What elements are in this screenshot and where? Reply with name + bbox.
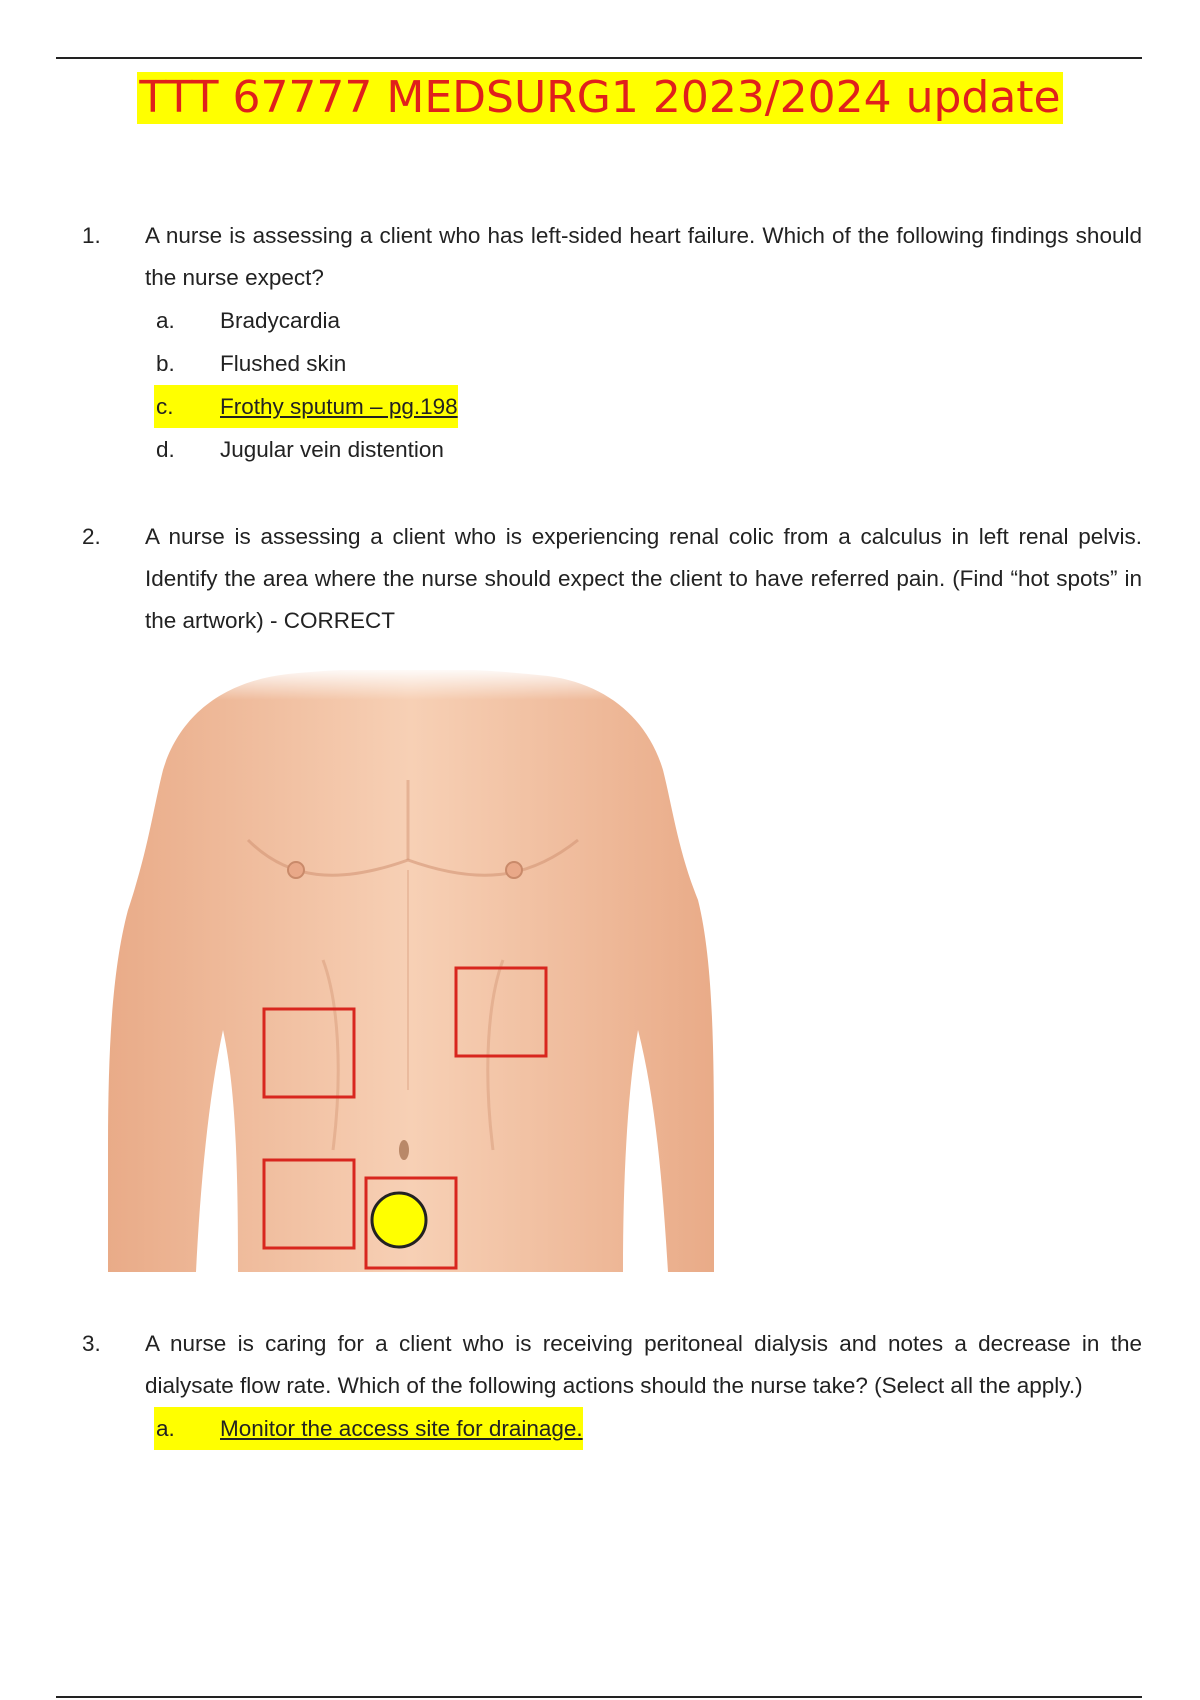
question-number: 3.: [82, 1331, 101, 1356]
option-text: Jugular vein distention: [220, 437, 444, 462]
top-rule: [56, 57, 1142, 59]
question-stem: A nurse is assessing a client who has left-sided heart failure. Which of the following findings should the nurse expect?: [145, 223, 1142, 290]
option-text: Bradycardia: [220, 308, 341, 333]
answer-option-b[interactable]: [154, 342, 1142, 385]
answer-options: [154, 1407, 1142, 1450]
question-number: 1.: [82, 223, 101, 248]
question-stem: A nurse is caring for a client who is receiving peritoneal dialysis and notes a decrease in the dialysate flow rate. Which of the following actions should the nurse take? (Select all the apply.): [145, 1331, 1142, 1398]
option-text: Flushed skin: [220, 351, 347, 376]
nipple-left: [288, 862, 304, 878]
answer-option-d[interactable]: [154, 428, 1142, 471]
selected-marker-icon: [372, 1193, 426, 1247]
nipple-right: [506, 862, 522, 878]
question-1: [82, 215, 1142, 471]
question-3: [82, 1323, 1142, 1450]
navel: [399, 1140, 409, 1160]
option-text: Monitor the access site for drainage.: [220, 1407, 583, 1450]
option-letter: d.: [156, 437, 175, 462]
answer-option-c-correct[interactable]: [154, 385, 1142, 428]
torso-hotspot-figure: [108, 670, 714, 1272]
option-text: Frothy sputum – pg.198: [220, 385, 458, 428]
bottom-rule: [56, 1696, 1142, 1698]
question-2: [82, 516, 1142, 642]
answer-option-a-correct[interactable]: [154, 1407, 1142, 1450]
question-stem: A nurse is assessing a client who is experiencing renal colic from a calculus in left renal pelvis. Identify the area where the nurse should expect the client to have referred pain. (Find “hot spots” in the artwork) - CORRECT: [145, 524, 1142, 633]
answer-options: [154, 299, 1142, 471]
answer-option-a[interactable]: [154, 299, 1142, 342]
question-number: 2.: [82, 524, 101, 549]
option-letter: b.: [156, 351, 175, 376]
title-container: [0, 72, 1200, 124]
document-title: TTT 67777 MEDSURG1 2023/2024 update: [139, 72, 1061, 123]
option-letter: a.: [154, 1407, 220, 1450]
option-letter: c.: [154, 385, 220, 428]
torso-body: [108, 670, 714, 1272]
option-letter: a.: [156, 308, 175, 333]
